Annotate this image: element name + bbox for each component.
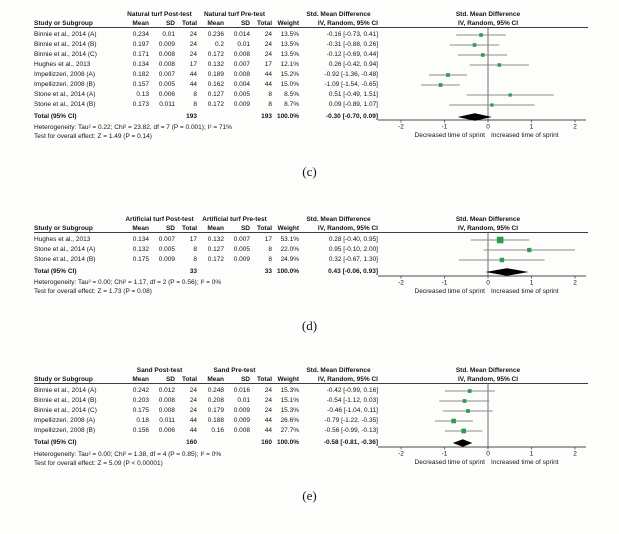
axis-tick-label: 1 [529, 279, 534, 287]
cell-sd-post: 0.008 [158, 61, 175, 68]
total-effect-ci: -0.58 [-0.81, -0.36] [323, 439, 378, 446]
cell-total-post: 24 [189, 31, 197, 38]
axis-label-right: Increased time of sprint [491, 132, 559, 139]
summary-diamond [485, 268, 528, 276]
total-pre-n: 193 [261, 113, 272, 120]
cell-sd-post: 0.009 [158, 256, 175, 263]
table-group-header [34, 10, 378, 19]
spacer [34, 215, 122, 224]
forest-plot [376, 362, 619, 480]
axis-tick-label: -1 [441, 123, 448, 131]
spacer [272, 10, 299, 19]
cell-mean-post: 0.134 [132, 236, 149, 243]
cell-mean-pre: 0.208 [207, 397, 224, 404]
axis-label-left: Decreased time of sprint [414, 132, 485, 139]
cell-weight: 13.5% [280, 41, 299, 48]
cell-mean-post: 0.175 [132, 407, 149, 414]
cell-weight: 15.3% [280, 407, 299, 414]
cell-weight: 8.7% [284, 101, 299, 108]
empty-cell [149, 438, 175, 448]
cell-total-post: 44 [189, 71, 197, 78]
cell-sd-pre: 0.014 [233, 31, 250, 38]
axis-tick-label: 1 [529, 123, 534, 131]
study-row [34, 30, 378, 40]
effect-square [439, 83, 443, 87]
empty-cell [122, 112, 149, 122]
col-sd-post: SD [165, 376, 175, 383]
cell-total-post: 24 [189, 41, 197, 48]
effect-square [479, 33, 483, 37]
total-weight: 100.0% [276, 439, 299, 446]
cell-mean-post: 0.197 [132, 41, 149, 48]
cell-sd-post: 0.008 [158, 397, 175, 404]
cell-study: Stone et al., 2014 (A) [34, 91, 96, 98]
cell-weight: 24.9% [280, 256, 299, 263]
empty-cell [149, 267, 175, 277]
cell-mean-post: 0.173 [132, 101, 149, 108]
forest-plot [376, 210, 619, 310]
cell-total-post: 44 [189, 427, 197, 434]
forest-plot [376, 6, 619, 148]
cell-study: Impellizzeri, 2008 (B) [34, 427, 96, 434]
effect-square [490, 103, 493, 106]
empty-cell [122, 267, 149, 277]
col-weight: Weight [277, 376, 299, 383]
cell-mean-pre: 0.132 [207, 236, 224, 243]
cell-sd-pre: 0.004 [233, 81, 250, 88]
group2-header: Sand Pre-test [213, 367, 256, 374]
col-study: Study or Subgroup [34, 225, 93, 232]
cell-mean-pre: 0.172 [207, 101, 224, 108]
cell-weight: 12.1% [280, 61, 299, 68]
group1-header: Natural turf Post-test [127, 11, 192, 18]
cell-sd-post: 0.012 [158, 387, 175, 394]
panel-label-e: (e) [302, 488, 317, 503]
col-study: Study or Subgroup [34, 376, 93, 383]
cell-total-post: 17 [189, 236, 197, 243]
cell-study: Binnie et al., 2014 (B) [34, 397, 97, 404]
cell-effect-ci: -0.92 [-1.36, -0.48] [324, 71, 378, 78]
cell-effect-ci: 0.95 [-0.10, 2.00] [328, 246, 378, 253]
effect-square [527, 248, 531, 252]
cell-mean-pre: 0.172 [207, 51, 224, 58]
axis-label-right: Increased time of sprint [491, 288, 559, 295]
axis-tick-label: -1 [441, 279, 448, 287]
group2-header: Artificial turf Pre-test [202, 216, 267, 223]
cell-effect-ci: 0.26 [-0.42, 0.94] [328, 61, 378, 68]
col-effect-ci: IV, Random, 95% CI [317, 376, 378, 383]
cell-sd-post: 0.005 [158, 246, 175, 253]
cell-weight: 8.5% [284, 91, 299, 98]
cell-total-pre: 24 [264, 397, 272, 404]
cell-sd-post: 0.006 [158, 91, 175, 98]
cell-effect-ci: -0.16 [-0.73, 0.41] [326, 31, 378, 38]
study-row [34, 245, 378, 255]
cell-total-pre: 44 [264, 71, 272, 78]
study-row [34, 40, 378, 50]
cell-study: Stone et al., 2014 (B) [34, 256, 96, 263]
cell-effect-ci: -0.79 [-1.22, -0.35] [324, 417, 378, 424]
cell-mean-post: 0.157 [132, 81, 149, 88]
cell-mean-pre: 0.132 [207, 61, 224, 68]
effect-square [451, 419, 456, 424]
col-total-post: Total [181, 376, 197, 383]
cell-total-pre: 17 [264, 61, 272, 68]
group2-header: Natural turf Pre-test [203, 11, 266, 18]
cell-sd-pre: 0.009 [233, 101, 250, 108]
panel-artificial-turf [0, 210, 619, 310]
col-weight: Weight [277, 225, 299, 232]
cell-total-post: 44 [189, 417, 197, 424]
effect-square [466, 409, 470, 413]
empty-cell [149, 112, 175, 122]
cell-mean-pre: 0.127 [207, 246, 224, 253]
cell-total-pre: 24 [264, 41, 272, 48]
plot-header-sub: IV, Random, 95% CI [457, 20, 519, 27]
effect-title: Std. Mean Difference [306, 216, 371, 223]
cell-study: Binnie et al., 2014 (C) [34, 407, 97, 414]
cell-sd-pre: 0.009 [233, 407, 250, 414]
cell-mean-pre: 0.172 [207, 256, 224, 263]
cell-weight: 22.0% [280, 246, 299, 253]
axis-tick-label: -2 [398, 279, 404, 287]
cell-weight: 15.3% [280, 387, 299, 394]
study-row [34, 80, 378, 90]
axis-tick-label: 0 [486, 123, 490, 131]
study-row [34, 426, 378, 436]
col-total-pre: Total [256, 20, 272, 27]
empty-cell [122, 438, 149, 448]
effect-square [498, 63, 502, 67]
study-row [34, 396, 378, 406]
total-label: Total (95% CI) [34, 113, 77, 120]
effect-square [473, 43, 477, 47]
cell-mean-post: 0.132 [132, 246, 149, 253]
col-mean-pre: Mean [207, 225, 224, 232]
col-weight: Weight [277, 20, 299, 27]
axis-tick-label: 1 [529, 450, 534, 458]
cell-mean-post: 0.156 [132, 427, 149, 434]
cell-weight: 15.2% [280, 71, 299, 78]
cell-weight: 15.1% [280, 397, 299, 404]
col-effect-ci: IV, Random, 95% CI [317, 225, 378, 232]
col-effect-ci: IV, Random, 95% CI [317, 20, 378, 27]
cell-total-post: 44 [189, 81, 197, 88]
axis-tick-label: 0 [486, 450, 490, 458]
effect-square [461, 429, 466, 434]
cell-sd-pre: 0.009 [233, 256, 250, 263]
cell-weight: 15.0% [280, 81, 299, 88]
cell-effect-ci: -0.54 [-1.12, 0.03] [326, 397, 378, 404]
cell-total-post: 8 [193, 246, 197, 253]
effect-title: Std. Mean Difference [306, 11, 371, 18]
cell-mean-pre: 0.162 [207, 81, 224, 88]
cell-sd-post: 0.008 [158, 407, 175, 414]
empty-cell [197, 438, 224, 448]
cell-mean-post: 0.234 [132, 31, 149, 38]
study-row [34, 50, 378, 60]
spacer [34, 10, 122, 19]
total-weight: 100.0% [276, 268, 299, 275]
cell-total-pre: 44 [264, 417, 272, 424]
cell-study: Impellizzeri, 2008 (B) [34, 81, 96, 88]
cell-sd-pre: 0.005 [233, 91, 250, 98]
cell-sd-pre: 0.016 [233, 387, 250, 394]
panel-label-d: (d) [301, 318, 318, 333]
heterogeneity-note: Heterogeneity: Tau² = 0.00; Chi² = 1.38, df = 4 (P = 0.85); I² = 0% [34, 451, 222, 458]
cell-sd-pre: 0.008 [233, 427, 250, 434]
cell-mean-pre: 0.188 [207, 417, 224, 424]
overall-effect-note: Test for overall effect: Z = 5.09 (P < 0.00001) [34, 460, 163, 467]
cell-study: Stone et al., 2014 (A) [34, 246, 96, 253]
study-row [34, 416, 378, 426]
cell-effect-ci: -0.46 [-1.04, 0.11] [327, 407, 378, 414]
col-sd-pre: SD [240, 20, 250, 27]
study-row [34, 386, 378, 396]
total-pre-n: 33 [264, 268, 272, 275]
cell-total-pre: 17 [264, 236, 272, 243]
cell-study: Binnie et al., 2014 (A) [34, 387, 97, 394]
cell-study: Binnie et al., 2014 (C) [34, 51, 97, 58]
cell-mean-pre: 0.189 [207, 71, 224, 78]
cell-weight: 27.7% [280, 427, 299, 434]
cell-total-post: 8 [193, 91, 197, 98]
effect-title: Std. Mean Difference [306, 367, 371, 374]
cell-total-post: 8 [193, 256, 197, 263]
panel-sand [0, 362, 619, 480]
total-label: Total (95% CI) [34, 268, 77, 275]
total-weight: 100.0% [276, 113, 299, 120]
col-total-post: Total [181, 225, 197, 232]
col-total-pre: Total [256, 376, 272, 383]
spacer [272, 366, 299, 375]
effect-square [446, 73, 450, 77]
cell-mean-pre: 0.127 [207, 91, 224, 98]
study-row [34, 70, 378, 80]
cell-sd-pre: 0.01 [237, 41, 250, 48]
total-post-n: 160 [186, 439, 197, 446]
study-row [34, 235, 378, 245]
effect-square [468, 389, 472, 393]
col-sd-pre: SD [240, 225, 250, 232]
cell-total-pre: 24 [264, 51, 272, 58]
empty-cell [224, 112, 250, 122]
overall-effect-note: Test for overall effect: Z = 1.49 (P = 0.14) [34, 133, 152, 140]
axis-tick-label: -2 [398, 123, 404, 131]
cell-total-post: 24 [189, 51, 197, 58]
cell-sd-post: 0.005 [158, 81, 175, 88]
cell-sd-post: 0.007 [158, 236, 175, 243]
cell-effect-ci: 0.32 [-0.67, 1.30] [328, 256, 378, 263]
cell-total-post: 17 [189, 61, 197, 68]
axis-tick-label: 2 [573, 450, 577, 458]
cell-total-pre: 8 [268, 246, 272, 253]
cell-weight: 53.1% [280, 236, 299, 243]
cell-total-pre: 24 [264, 407, 272, 414]
cell-total-post: 24 [189, 397, 197, 404]
total-label: Total (95% CI) [34, 439, 77, 446]
total-row [34, 112, 378, 122]
study-row [34, 100, 378, 110]
col-sd-pre: SD [240, 376, 250, 383]
axis-tick-label: 2 [573, 279, 577, 287]
study-row [34, 255, 378, 265]
cell-mean-post: 0.18 [136, 417, 149, 424]
spacer [272, 215, 299, 224]
total-effect-ci: 0.43 [-0.06, 0.93] [328, 268, 378, 275]
col-mean-post: Mean [132, 20, 149, 27]
cell-total-pre: 24 [264, 387, 272, 394]
plot-header-sub: IV, Random, 95% CI [457, 225, 519, 232]
cell-effect-ci: -1.09 [-1.54, -0.65] [324, 81, 378, 88]
cell-effect-ci: 0.28 [-0.40, 0.95] [328, 236, 378, 243]
col-total-pre: Total [256, 225, 272, 232]
plot-header-sub: IV, Random, 95% CI [457, 376, 519, 383]
cell-effect-ci: -0.31 [-0.88, 0.26] [326, 41, 378, 48]
cell-mean-post: 0.203 [132, 397, 149, 404]
empty-cell [197, 267, 224, 277]
cell-effect-ci: 0.09 [-0.89, 1.07] [328, 101, 378, 108]
col-mean-pre: Mean [207, 376, 224, 383]
total-post-n: 193 [186, 113, 197, 120]
effect-square [463, 399, 467, 403]
total-row [34, 267, 378, 277]
cell-sd-post: 0.008 [158, 51, 175, 58]
cell-sd-post: 0.011 [159, 417, 175, 424]
cell-sd-pre: 0.008 [233, 51, 250, 58]
axis-tick-label: -2 [398, 450, 404, 458]
cell-mean-post: 0.13 [136, 91, 149, 98]
cell-total-pre: 8 [268, 91, 272, 98]
cell-sd-pre: 0.009 [233, 417, 250, 424]
cell-mean-post: 0.182 [132, 71, 149, 78]
axis-label-right: Increased time of sprint [491, 459, 559, 466]
cell-sd-post: 0.009 [158, 41, 175, 48]
panel-label-c: (c) [302, 164, 317, 179]
cell-study: Impellizzeri, 2008 (A) [34, 417, 96, 424]
table-group-header [34, 366, 378, 375]
cell-weight: 13.5% [280, 51, 299, 58]
cell-weight: 13.5% [280, 31, 299, 38]
cell-total-pre: 8 [268, 256, 272, 263]
axis-tick-label: 0 [486, 279, 490, 287]
cell-total-pre: 44 [264, 427, 272, 434]
cell-study: Hughes et al., 2013 [34, 61, 91, 68]
heterogeneity-note: Heterogeneity: Tau² = 0.22; Chi² = 23.82, df = 7 (P = 0.001); I² = 71% [34, 124, 232, 131]
total-post-n: 33 [189, 268, 197, 275]
table-group-header [34, 215, 378, 224]
cell-study: Impellizzeri, 2008 (A) [34, 71, 96, 78]
cell-mean-pre: 0.2 [214, 41, 224, 48]
group1-header: Sand Post-test [136, 367, 183, 374]
cell-sd-pre: 0.008 [233, 71, 250, 78]
group1-header: Artificial turf Post-test [125, 216, 194, 223]
plot-header-title: Std. Mean Difference [455, 367, 521, 374]
col-mean-pre: Mean [207, 20, 224, 27]
summary-diamond [453, 439, 473, 447]
cell-total-post: 8 [193, 101, 197, 108]
cell-sd-post: 0.006 [158, 427, 175, 434]
axis-tick-label: 2 [573, 123, 577, 131]
empty-cell [224, 438, 250, 448]
study-row [34, 406, 378, 416]
cell-mean-post: 0.242 [132, 387, 149, 394]
cell-total-post: 24 [189, 407, 197, 414]
cell-effect-ci: -0.12 [-0.69, 0.44] [326, 51, 378, 58]
cell-mean-post: 0.134 [132, 61, 149, 68]
cell-total-pre: 44 [264, 81, 272, 88]
effect-square [497, 237, 504, 244]
cell-effect-ci: 0.51 [-0.49, 1.51] [328, 91, 378, 98]
study-row [34, 90, 378, 100]
col-mean-post: Mean [132, 376, 149, 383]
total-pre-n: 160 [261, 439, 272, 446]
cell-sd-pre: 0.01 [237, 397, 250, 404]
total-row [34, 438, 378, 448]
cell-mean-post: 0.171 [132, 51, 149, 58]
panel-natural-turf [0, 6, 619, 148]
effect-square [509, 93, 512, 96]
total-effect-ci: -0.30 [-0.70, 0.09] [325, 113, 378, 120]
plot-header-title: Std. Mean Difference [455, 216, 521, 223]
effect-square [500, 258, 504, 262]
cell-effect-ci: -0.56 [-0.99, -0.13] [324, 427, 378, 434]
axis-tick-label: -1 [441, 450, 448, 458]
plot-header-title: Std. Mean Difference [455, 11, 521, 18]
cell-sd-post: 0.007 [158, 71, 175, 78]
cell-study: Binnie et al., 2014 (B) [34, 41, 97, 48]
cell-sd-post: 0.01 [162, 31, 175, 38]
axis-label-left: Decreased time of sprint [414, 459, 485, 466]
cell-effect-ci: -0.42 [-0.99, 0.16] [326, 387, 378, 394]
cell-mean-pre: 0.248 [207, 387, 224, 394]
effect-square [481, 53, 485, 57]
axis-label-left: Decreased time of sprint [414, 288, 485, 295]
empty-cell [224, 267, 250, 277]
cell-mean-post: 0.175 [132, 256, 149, 263]
col-total-post: Total [181, 20, 197, 27]
cell-sd-pre: 0.005 [233, 246, 250, 253]
cell-study: Hughes et al., 2013 [34, 236, 91, 243]
spacer [34, 366, 122, 375]
cell-mean-pre: 0.236 [207, 31, 224, 38]
cell-study: Stone et al., 2014 (B) [34, 101, 96, 108]
cell-sd-post: 0.011 [159, 101, 175, 108]
study-row [34, 60, 378, 70]
col-sd-post: SD [165, 20, 175, 27]
col-study: Study or Subgroup [34, 20, 93, 27]
cell-study: Binnie et al., 2014 (A) [34, 31, 97, 38]
cell-total-post: 24 [189, 387, 197, 394]
cell-total-pre: 8 [268, 101, 272, 108]
col-sd-post: SD [165, 225, 175, 232]
col-mean-post: Mean [132, 225, 149, 232]
cell-mean-pre: 0.179 [207, 407, 224, 414]
cell-mean-pre: 0.16 [211, 427, 224, 434]
heterogeneity-note: Heterogeneity: Tau² = 0.00; Chi² = 1.17, df = 2 (P = 0.56); I² = 0% [34, 279, 222, 286]
empty-cell [197, 112, 224, 122]
overall-effect-note: Test for overall effect: Z = 1.73 (P = 0.08) [34, 288, 152, 295]
cell-sd-pre: 0.007 [233, 236, 250, 243]
cell-weight: 26.6% [280, 417, 299, 424]
cell-total-pre: 24 [264, 31, 272, 38]
cell-sd-pre: 0.007 [233, 61, 250, 68]
